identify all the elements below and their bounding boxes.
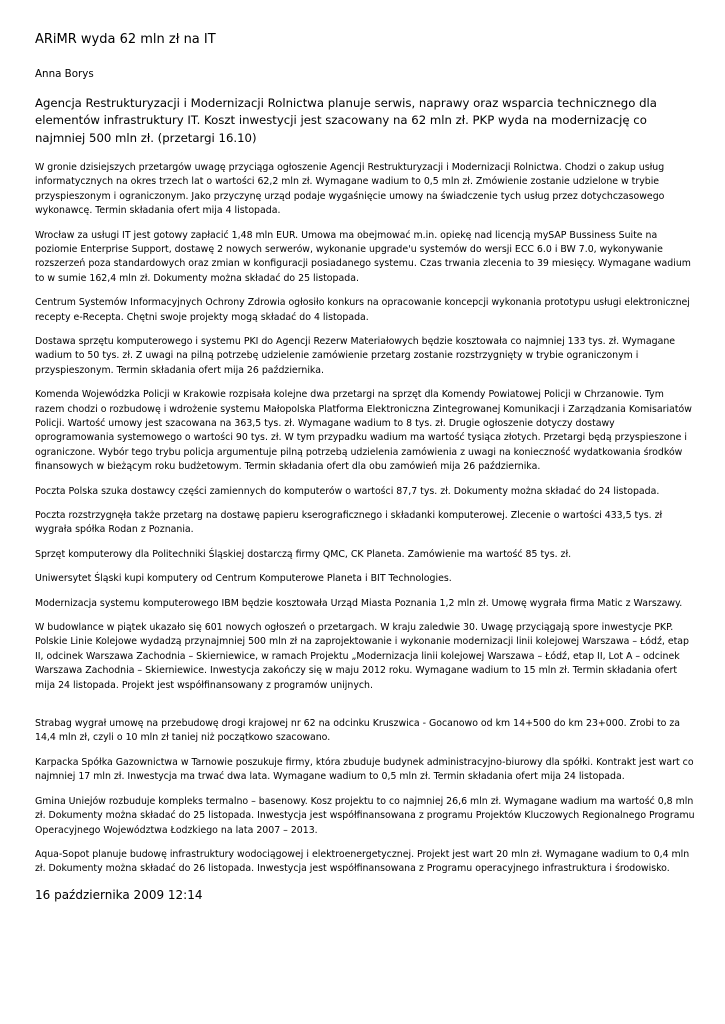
article-paragraph: Centrum Systemów Informacyjnych Ochrony Zdrowia ogłosiło konkurs na opracowanie koncepcji wykonania prototypu usługi elektronicznej recepty e-Recepta. Chętni swoje projekty mogą składać do 4 listopada. bbox=[35, 297, 690, 323]
article-paragraph: Aqua-Sopot planuje budowę infrastruktury wodociągowej i elektroenergetycznej. Projekt jest wart 20 mln zł. Wymagane wadium to 0,4 mln zł. Dokumenty można składać do 26 listopada. Inwestycja jest współfinansowana z Programu operacyjnego infrastruktura i środowisko. bbox=[35, 848, 690, 875]
article-paragraph: W gronie dzisiejszych przetargów uwagę przyciąga ogłoszenie Agencji Restrukturyzacji i Modernizacji Rolnictwa. Chodzi o zakup usług informatycznych na okres trzech lat o wartości 62,2 mln zł. Wymagane wadium to 0,5 mln zł. Zmówienie zostanie udzielone w trybie przyspieszonym i ograniczonym. Jako przyczynę urząd podaje wygaśnięcie umowy na świadczenie tych usług przez dotychczasowego wykonawcę. Termin składania ofert mija 4 listopada. bbox=[35, 161, 665, 217]
article-paragraph: W budowlance w piątek ukazało się 601 nowych ogłoszeń o przetargach. W kraju zaledwie 30. Uwagę przyciągają spore inwestycje PKP. Polskie Linie Kolejowe wydadzą przynajmniej 500 mln zł na zaprojektowanie i wykonanie modernizacji linii kolejowej Warszawa – Łódź, etap II, odcinek Warszawa Zachodnia – Skierniewice, w ramach Projektu „Modernizacja linii kolejowej Warszawa – Łódź, etap II, Lot A – odcinek Warszawa Zachodnia – Skierniewice. Inwestycja zakończy się w maju 2012 roku. Wymagane wadium to 15 mln zł. Termin składania ofert mija 24 listopada. Projekt jest współfinansowany z programów unijnych. bbox=[35, 622, 689, 691]
article-paragraph: Poczta Polska szuka dostawcy części zamiennych do komputerów o wartości 87,7 tys. zł. Dokumenty można składać do 24 listopada. bbox=[35, 485, 660, 497]
article-title: ARiMR wyda 62 mln zł na IT bbox=[35, 32, 216, 47]
article-paragraph: Modernizacja systemu komputerowego IBM będzie kosztowała Urząd Miasta Poznania 1,2 mln zł. Umowę wygrała firma Matic z Warszawy. bbox=[35, 597, 683, 609]
article-paragraph: Wrocław za usługi IT jest gotowy zapłacić 1,48 mln EUR. Umowa ma obejmować m.in. opiekę nad licencją mySAP Bussiness Suite na poziomie Enterprise Support, dostawę 2 nowych serwerów, wykonanie upgrade'u systemów do wersji ECC 6.0 i BW 7.0, wykonywanie rozszerzeń poza standardowych oraz zmian w konfiguracji posiadanego systemu. Czas trwania zlecenia to 39 miesięcy. Wymagane wadium to w sumie 162,4 mln zł. Dokumenty można składać do 25 listopada. bbox=[35, 229, 691, 284]
article-paragraph: Gmina Uniejów rozbuduje kompleks termalno – basenowy. Kosz projektu to co najmniej 26,6 mln zł. Wymagane wadium ma wartość 0,8 mln zł. Dokumenty można składać do 25 listopada. Inwestycja jest współfinansowana z programu Projektów Kluczowych Regionalnego Programu Operacyjnego Województwa Łodzkiego na lata 2007 – 2013. bbox=[35, 795, 695, 836]
article-paragraph: Poczta rozstrzygnęła także przetarg na dostawę papieru kserograficznego i składanki komputerowej. Zlecenie o wartości 433,5 tys. zł wygrała spółka Rodan z Poznania. bbox=[35, 510, 663, 536]
article-paragraph: Strabag wygrał umowę na przebudowę drogi krajowej nr 62 na odcinku Kruszwica - Gocanowo od km 14+500 do km 23+000. Zrobi to za 14,4 mln zł, czyli o 10 mln zł taniej niż początkowo szacowano. bbox=[35, 718, 681, 744]
article-author: Anna Borys bbox=[35, 68, 94, 80]
article bbox=[35, 32, 695, 903]
article-paragraph: Komenda Wojewódzka Policji w Krakowie rozpisała kolejne dwa przetargi na sprzęt dla Komendy Powiatowej Policji w Chrzanowie. Tym razem chodzi o rozbudowę i wdrożenie systemu Małopolska Platforma Elektroniczna Zintegrowanej Komunikacji i Zarządzania Komisariatów Policji. Wartość umowy jest szacowana na 363,5 tys. zł. Wymagane wadium to 8 tys. zł. Drugie ogłoszenie dotyczy dostawy oprogramowania systemowego o wartości 90 tys. zł. W tym przypadku wadium ma wartość tysiąca złotych. Przetargi będą przyspieszone i ograniczone. Wybór tego trybu policja argumentuje pilną potrzebą udzielenia zamówienia z uwagi na konieczność wydatkowania środków finansowych w bieżącym roku budżetowym. Termin składania ofert dla obu zamówień mija 26 października. bbox=[35, 389, 692, 473]
article-paragraph: Karpacka Spółka Gazownictwa w Tarnowie poszukuje firmy, która zbuduje budynek administracyjno-biurowy dla spółki. Kontrakt jest wart co najmniej 17 mln zł. Inwestycja ma trwać dwa lata. Wymagane wadium to 0,5 mln zł. Termin składania ofert mija 24 listopada. bbox=[35, 756, 694, 783]
article-date: 16 października 2009 12:14 bbox=[35, 887, 203, 902]
article-paragraph: Sprzęt komputerowy dla Politechniki Śląskiej dostarczą firmy QMC, CK Planeta. Zamówienie ma wartość 85 tys. zł. bbox=[35, 548, 572, 560]
article-paragraph: Dostawa sprzętu komputerowego i systemu PKI do Agencji Rezerw Materiałowych będzie kosztowała co najmniej 133 tys. zł. Wymagane wadium to 50 tys. zł. Z uwagi na pilną potrzebę udzielenie zamówienie przetarg zostanie rozstrzygnięty w trybie ograniczonym i przyspieszonym. Termin składania ofert mija 26 października. bbox=[35, 335, 676, 376]
article-paragraph: Uniwersytet Śląski kupi komputery od Centrum Komputerowe Planeta i BIT Technologies. bbox=[35, 573, 452, 585]
article-lead: Agencja Restrukturyzacji i Modernizacji Rolnictwa planuje serwis, naprawy oraz wsparcia technicznego dla elementów infrastruktury IT. Koszt inwestycji jest szacowany na 62 mln zł. PKP wyda na modernizację co najmniej 500 mln zł. (przetargi 16.10) bbox=[35, 96, 657, 145]
